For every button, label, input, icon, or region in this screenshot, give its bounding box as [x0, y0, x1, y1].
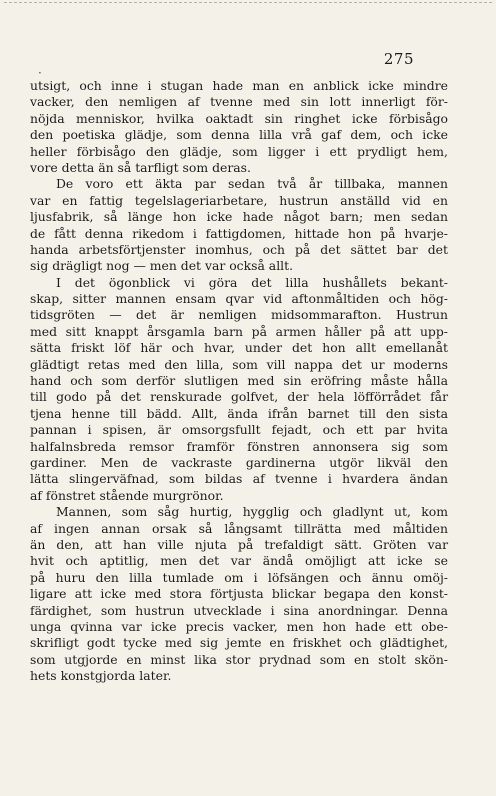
text-line: af fönstret stående murgrönor. — [30, 487, 224, 503]
text-line: på huru den lilla tumlade om i löfsängen och ännu omöj- — [30, 569, 448, 585]
text-line: I det ögonblick vi göra det lilla hushållets bekant- — [56, 274, 448, 290]
text-line: sig drägligt nog — men det var också allt. — [30, 258, 294, 274]
text-line: sätta friskt löf här och hvar, under det hon allt emellanåt — [30, 340, 448, 356]
page-number: 275 — [383, 50, 414, 68]
body-text — [30, 78, 448, 684]
text-line: lätta slingerväfnad, som bildas af tvenne i hvardera ändan — [30, 471, 448, 487]
margin-mark: · — [38, 66, 42, 80]
text-line: hvit och aptitlig, men det var ändå omöjligt att icke se — [30, 553, 448, 569]
text-line: som utgjorde en minst lika stor prydnad som en stolt skön- — [30, 651, 448, 667]
text-line: af ingen annan orsak så långsamt tillrätta med måltiden — [30, 520, 448, 536]
text-line: till godo på det renskurade golfvet, der hela löfförrådet får — [30, 389, 448, 405]
text-line: ligare att icke med stora förtjusta blickar begapa den konst- — [30, 586, 448, 602]
text-line: Mannen, som såg hurtig, hygglig och gladlynt ut, kom — [56, 504, 448, 520]
text-line: handa arbetsförtjenster inomhus, och på det sättet bar det — [30, 241, 448, 257]
text-line: hets konstgjorda later. — [30, 668, 172, 684]
text-line: den poetiska glädje, som denna lilla vrå gaf dem, och icke — [30, 127, 448, 143]
text-line: gardiner. Men de vackraste gardinerna utgör likväl den — [30, 454, 448, 470]
text-line: nöjda menniskor, hvilka oaktadt sin ringhet icke förbisågo — [30, 110, 448, 126]
text-line: de fått denna rikedom i fattigdomen, hittade hon på hvarje- — [30, 225, 448, 241]
text-line: tidsgröten — det är nemligen midsommarafton. Hustrun — [30, 307, 448, 323]
text-line: färdighet, som hustrun utvecklade i sina anordningar. Denna — [30, 602, 448, 618]
text-line: ljusfabrik, så länge hon icke hade något barn; men sedan — [30, 209, 448, 225]
text-line: var en fattig tegelslageriarbetare, hustrun anställd vid en — [30, 192, 448, 208]
text-line: tjena henne till bädd. Allt, ända ifrån barnet till den sista — [30, 405, 448, 421]
text-line: unga qvinna var icke precis vacker, men hon hade ett obe- — [30, 618, 448, 634]
text-line: vacker, den nemligen af tvenne med sin lott innerligt för- — [30, 94, 448, 110]
top-edge-rule — [4, 2, 492, 3]
text-line: heller förbisågo den glädje, som ligger i ett prydligt hem, — [30, 143, 448, 159]
text-line: glädtigt retas med den lilla, som vill nappa det ur moderns — [30, 356, 448, 372]
text-line: pannan i spisen, är omsorgsfullt fejadt, och ett par hvita — [30, 422, 448, 438]
text-line: halfalnsbreda remsor framför fönstren annonsera sig som — [30, 438, 448, 454]
text-line: skrifligt godt tycke med sig jemte en friskhet och glädtighet, — [30, 635, 448, 651]
text-line: vore detta än så tarfligt som deras. — [30, 159, 251, 175]
text-line: hand och som derför slutligen med sin eröfring måste hålla — [30, 373, 448, 389]
text-line: med sitt knappt årsgamla barn på armen håller på att upp- — [30, 323, 448, 339]
text-line: utsigt, och inne i stugan hade man en anblick icke mindre — [30, 78, 448, 93]
text-line: än den, att han ville njuta på trefaldigt sätt. Gröten var — [30, 536, 448, 552]
text-line: skap, sitter mannen ensam qvar vid aftonmåltiden och hög- — [30, 291, 448, 307]
text-line: De voro ett äkta par sedan två år tillbaka, mannen — [56, 176, 448, 192]
